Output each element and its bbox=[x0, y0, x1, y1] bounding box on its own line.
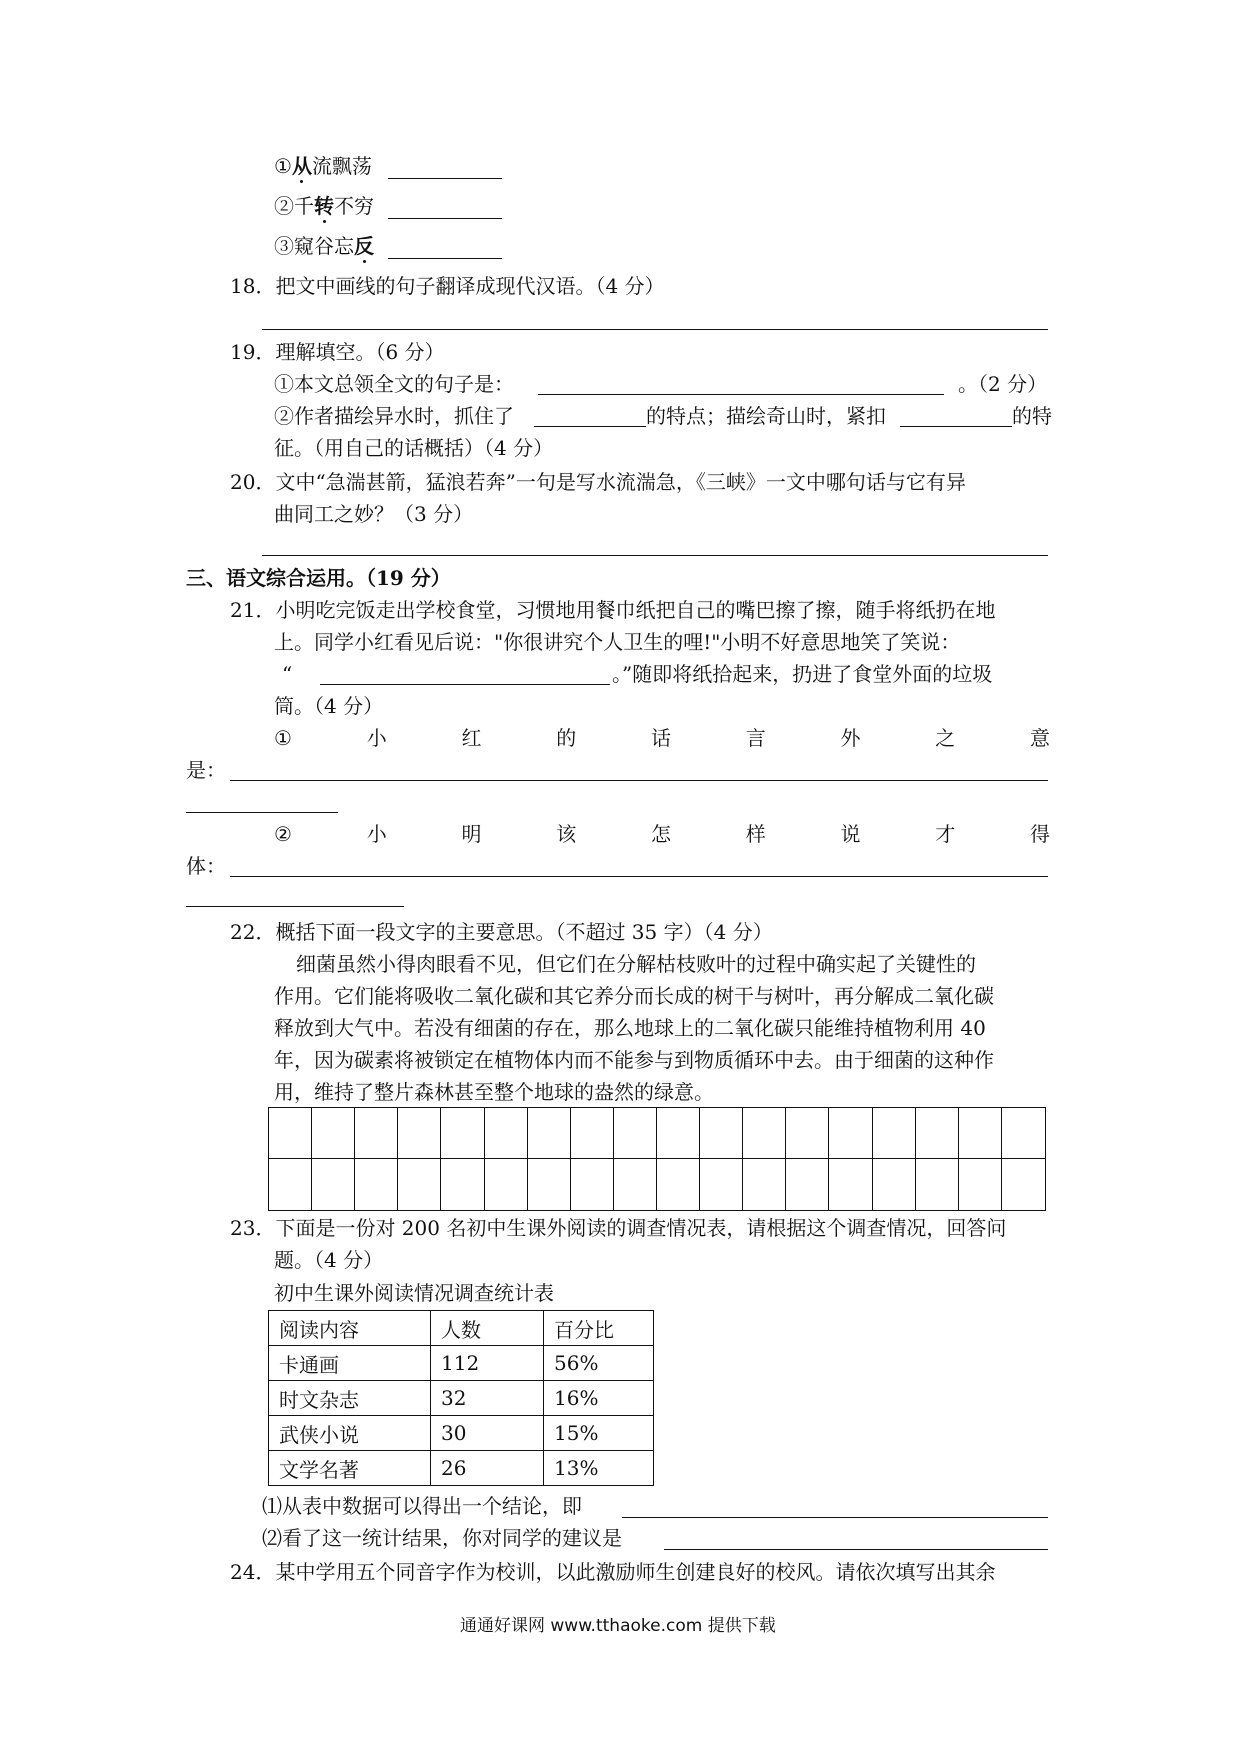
answer-line[interactable] bbox=[230, 876, 1048, 877]
table-cell: 26 bbox=[431, 1451, 544, 1486]
q22-para-line-3: 释放到大气中。若没有细菌的存在，那么地球上的二氧化碳只能维持植物利用 40 bbox=[274, 1016, 986, 1040]
q21-line-2: 上。同学小红看见后说："你很讲究个人卫生的哩!"小明不好意思地笑了笑说： bbox=[274, 630, 961, 654]
table-cell: 卡通画 bbox=[269, 1346, 431, 1381]
answer-line[interactable] bbox=[900, 426, 1012, 427]
table-cell: 15% bbox=[544, 1416, 654, 1451]
answer-line[interactable] bbox=[534, 426, 646, 427]
table-header: 阅读内容 bbox=[269, 1311, 431, 1346]
table-cell: 16% bbox=[544, 1381, 654, 1416]
q17-item-1 bbox=[274, 156, 372, 176]
q19-part2-prompt: ②作者描绘异水时，抓住了 bbox=[274, 404, 514, 428]
answer-line[interactable] bbox=[388, 218, 502, 219]
answer-line[interactable] bbox=[186, 906, 404, 907]
q24-line-1: 24．某中学用五个同音字作为校训，以此激励师生创建良好的校风。请依次填写出其余 bbox=[230, 1560, 996, 1584]
q21-open-quote: “ bbox=[282, 662, 293, 686]
answer-line[interactable] bbox=[538, 394, 944, 395]
key-character: 从 bbox=[291, 154, 312, 178]
key-character: 转 bbox=[314, 194, 334, 218]
char: 小 bbox=[366, 726, 387, 750]
answer-line[interactable] bbox=[230, 780, 1048, 781]
q18-question: 18．把文中画线的句子翻译成现代汉语。（4 分） bbox=[230, 274, 665, 298]
q22-title: 22．概括下面一段文字的主要意思。（不超过 35 字）（4 分） bbox=[230, 920, 773, 944]
table-row bbox=[269, 1346, 654, 1381]
answer-line[interactable] bbox=[664, 1549, 1048, 1550]
table-header: 人数 bbox=[431, 1311, 544, 1346]
item-number: ② bbox=[274, 194, 294, 218]
q19-part1-prompt: ①本文总领全文的句子是： bbox=[274, 372, 514, 396]
table-cell: 56% bbox=[544, 1346, 654, 1381]
q23-table-title: 初中生课外阅读情况调查统计表 bbox=[274, 1281, 554, 1305]
answer-line[interactable] bbox=[262, 329, 1048, 330]
char: 该 bbox=[556, 822, 577, 846]
q17-item-2 bbox=[274, 196, 374, 216]
answer-grid[interactable] bbox=[268, 1107, 1046, 1211]
answer-line[interactable] bbox=[262, 555, 1048, 556]
table-header-row bbox=[269, 1311, 654, 1346]
char: 才 bbox=[935, 822, 956, 846]
table-cell: 文学名著 bbox=[269, 1451, 431, 1486]
answer-line[interactable] bbox=[388, 258, 502, 259]
q19-part2-end: 的特 bbox=[1012, 404, 1052, 428]
char: ① bbox=[274, 726, 292, 750]
q19-title: 19．理解填空。（6 分） bbox=[230, 340, 445, 364]
table-row bbox=[269, 1451, 654, 1486]
section-3-title: 三、语文综合运用。（19 分） bbox=[186, 566, 451, 590]
q21-sub2-end: 体： bbox=[186, 854, 226, 878]
q20-line-1: 20．文中“急湍甚箭，猛浪若奔”一句是写水流湍急，《三峡》一文中哪句话与它有异 bbox=[230, 470, 966, 494]
char: 意 bbox=[1029, 726, 1050, 750]
q21-sub1 bbox=[274, 728, 1050, 748]
table-row bbox=[269, 1416, 654, 1451]
q22-para-line-4: 年，因为碳素将被锁定在植物体内而不能参与到物质循环中去。由于细菌的这种作 bbox=[274, 1048, 994, 1072]
item-number: ③ bbox=[274, 234, 294, 258]
answer-line[interactable] bbox=[388, 178, 502, 179]
q19-part2-mid: 的特点；描绘奇山时，紧扣 bbox=[646, 404, 886, 428]
q21-sub1-end: 是： bbox=[186, 758, 226, 782]
char: 明 bbox=[461, 822, 482, 846]
char: ② bbox=[274, 822, 292, 846]
survey-table bbox=[268, 1310, 654, 1486]
char: 样 bbox=[745, 822, 766, 846]
q22-para-line-5: 用，维持了整片森林甚至整个地球的盎然的绿意。 bbox=[274, 1080, 714, 1104]
item-text: 窥谷忘 bbox=[294, 234, 354, 258]
q17-item-3 bbox=[274, 236, 374, 256]
char: 怎 bbox=[650, 822, 671, 846]
q23-line-1: 23．下面是一份对 200 名初中生课外阅读的调查情况表，请根据这个调查情况，回答问 bbox=[230, 1216, 1007, 1240]
q21-line-4: 筒。（4 分） bbox=[274, 694, 384, 718]
answer-line[interactable] bbox=[622, 1517, 1048, 1518]
q19-part2-continuation: 征。（用自己的话概括）（4 分） bbox=[274, 436, 554, 460]
answer-line[interactable] bbox=[320, 684, 610, 685]
table-cell: 30 bbox=[431, 1416, 544, 1451]
char: 之 bbox=[935, 726, 956, 750]
char: 说 bbox=[840, 822, 861, 846]
q21-line-3: 。”随即将纸拾起来，扔进了食堂外面的垃圾 bbox=[612, 662, 993, 686]
char: 红 bbox=[461, 726, 482, 750]
page-footer: 通通好课网 www.tthaoke.com 提供下载 bbox=[460, 1616, 776, 1636]
q19-part1-score: 。（2 分） bbox=[958, 372, 1048, 396]
table-cell: 13% bbox=[544, 1451, 654, 1486]
table-cell: 时文杂志 bbox=[269, 1381, 431, 1416]
item-text: 千 bbox=[294, 194, 314, 218]
item-number: ① bbox=[274, 154, 292, 178]
key-character: 反 bbox=[354, 234, 374, 258]
q22-para-line-2: 作用。它们能将吸收二氧化碳和其它养分而长成的树干与树叶，再分解成二氧化碳 bbox=[274, 984, 994, 1008]
char: 的 bbox=[556, 726, 577, 750]
char: 话 bbox=[650, 726, 671, 750]
q20-line-2: 曲同工之妙？（3 分） bbox=[274, 502, 474, 526]
table-row bbox=[269, 1381, 654, 1416]
q23-line-2: 题。（4 分） bbox=[274, 1248, 384, 1272]
char: 外 bbox=[840, 726, 861, 750]
char: 言 bbox=[745, 726, 766, 750]
q22-para-line-1: 细菌虽然小得肉眼看不见，但它们在分解枯枝败叶的过程中确实起了关键性的 bbox=[296, 952, 976, 976]
table-cell: 32 bbox=[431, 1381, 544, 1416]
item-text: 流飘荡 bbox=[311, 154, 372, 178]
q21-sub2 bbox=[274, 824, 1050, 844]
q23-ask-2: ⑵看了这一统计结果，你对同学的建议是 bbox=[262, 1526, 622, 1550]
q21-line-1: 21．小明吃完饭走出学校食堂，习惯地用餐巾纸把自己的嘴巴擦了擦，随手将纸扔在地 bbox=[230, 598, 996, 622]
table-cell: 武侠小说 bbox=[269, 1416, 431, 1451]
q23-ask-1: ⑴从表中数据可以得出一个结论，即 bbox=[262, 1494, 582, 1518]
table-cell: 112 bbox=[431, 1346, 544, 1381]
table-header: 百分比 bbox=[544, 1311, 654, 1346]
char: 得 bbox=[1029, 822, 1050, 846]
char: 小 bbox=[366, 822, 387, 846]
answer-line[interactable] bbox=[186, 812, 338, 813]
item-text: 不穷 bbox=[334, 194, 374, 218]
